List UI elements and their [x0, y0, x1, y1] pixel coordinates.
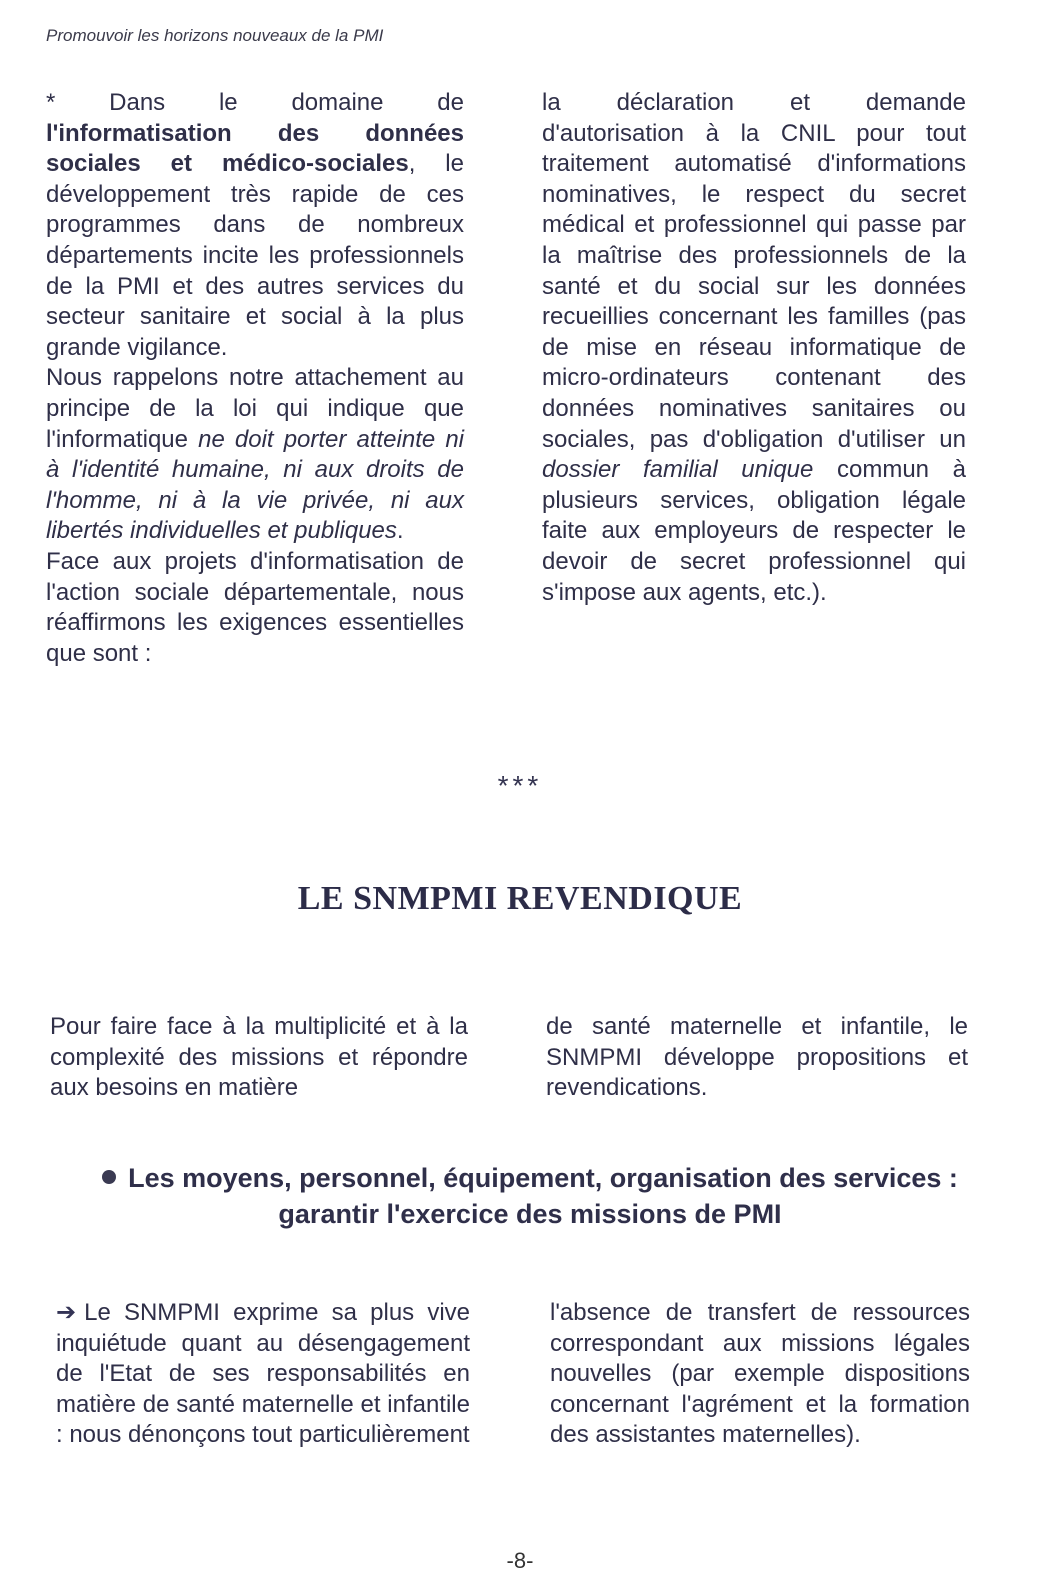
section2-left-column [56, 1298, 470, 1451]
paragraph-cnil [542, 88, 966, 608]
running-header: Promouvoir les horizons nouveaux de la PMI [46, 26, 384, 45]
paragraph-transfert: l'absence de transfert de ressources correspondant aux missions légales nouvelles (par exemple dispositions concernant l'agrément et la formation des assistantes maternelles). [550, 1299, 970, 1449]
intro-right-column [546, 1012, 968, 1104]
text-span: la déclaration et demande d'autorisation à la CNIL pour tout traitement automatisé d'informations nominatives, le respect du secret médical et professionnel qui passe par la maîtrise des professionnels de la santé et du social sur les données recueillies concernant les familles (pas de mise en réseau informatique de micro-ordinateurs contenant des données nominatives sanitaires ou sociales, pas d'obligation d'utiliser un [542, 89, 966, 453]
italic-phrase: dossier familial unique [542, 456, 814, 484]
paragraph-exigences: Face aux projets d'informatisation de l'action sociale départementale, nous réaffirmons les exigences essentielles que sont : [46, 547, 464, 667]
text-span: , le développement très rapide de ces programmes dans de nombreux départements incite les professionnels de la PMI et des autres services du secteur sanitaire et social à la plus grande vigilance. [46, 150, 464, 361]
arrow-right-icon: ➔ [56, 1299, 77, 1326]
bold-phrase: l'informatisation des données sociales et médico-sociales [46, 119, 464, 178]
text-span: Nous rappelons notre attachement au principe de la loi qui indique que l'informatique [46, 364, 464, 453]
subheading [100, 1160, 960, 1232]
text-span: commun à plusieurs services, obligation légale faite aux employeurs de respecter le devoir de secret professionnel qui s'impose aux agents, etc.). [542, 456, 966, 606]
separator-stars: *** [497, 770, 543, 801]
bullet-icon [102, 1170, 116, 1184]
text-span: . [396, 517, 404, 545]
italic-quote: ne doit porter atteinte ni à l'identité humaine, ni aux droits de l'homme, ni à la vie privée, ni aux libertés individuelles et publiques [46, 425, 464, 545]
text-span: Le SNMPMI exprime sa plus vive inquiétude quant au désengagement de l'Etat de ses responsabilités en matière de santé maternelle et infantile : nous dénonçons tout particulièrement [56, 1299, 470, 1449]
subheading-text: Les moyens, personnel, équipement, organisation des services : garantir l'exercice des missions de PMI [128, 1163, 958, 1229]
paragraph-desengagement [56, 1298, 470, 1451]
section1-left-column [46, 88, 464, 669]
section2-right-column [550, 1298, 970, 1451]
paragraph-principe-loi [46, 363, 464, 547]
intro-left-column [50, 1012, 468, 1104]
intro-left-text: Pour faire face à la multiplicité et à la complexité des missions et répondre aux besoins en matière [50, 1013, 468, 1102]
section1-right-column [542, 88, 966, 608]
paragraph-informatisation [46, 88, 464, 363]
text-span: * Dans le domaine de [46, 89, 464, 116]
intro-right-text: de santé maternelle et infantile, le SNMPMI développe propositions et revendications. [546, 1013, 968, 1102]
section-heading: LE SNMPMI REVENDIQUE [297, 880, 743, 917]
page-number: -8- [506, 1548, 534, 1573]
